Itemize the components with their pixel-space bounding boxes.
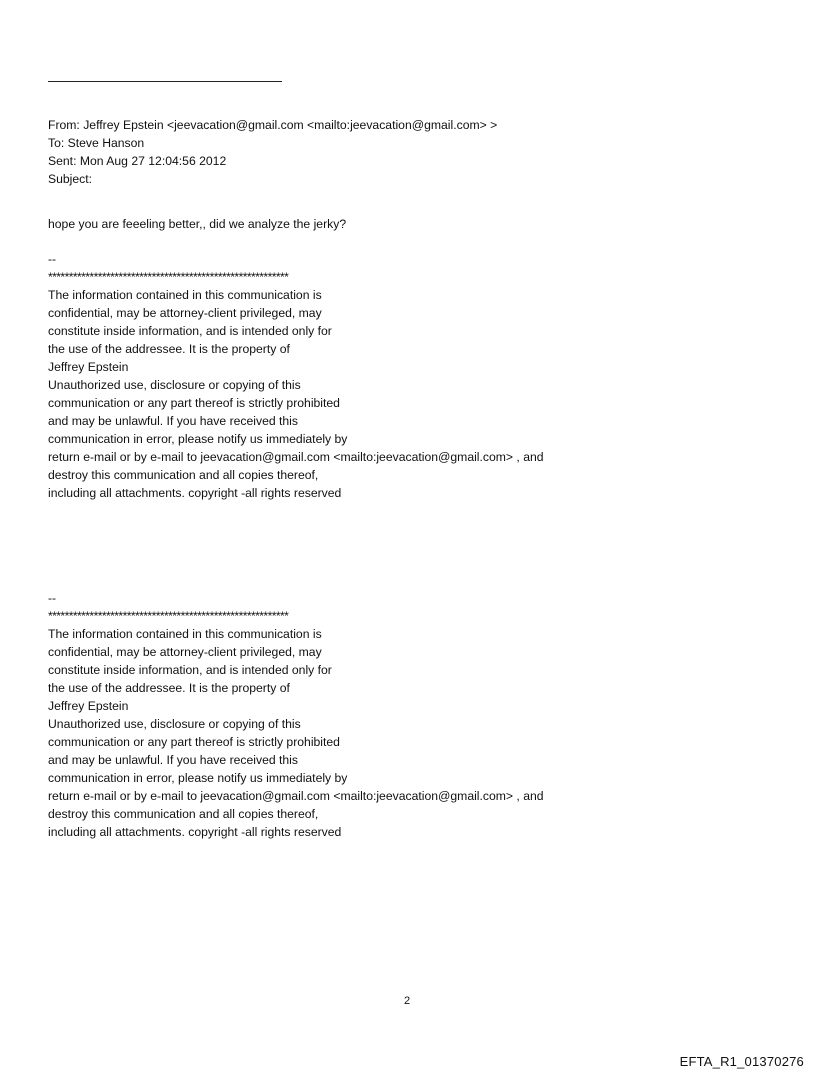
sig-line: confidential, may be attorney-client privileged, may [48,306,322,320]
signature-block-2 [48,589,544,841]
sig-line: Jeffrey Epstein [48,360,129,374]
sig-line: communication in error, please notify us immediately by [48,432,348,446]
from-line: From: Jeffrey Epstein <jeevacation@gmail.com <mailto:jeevacation@gmail.com> > [48,118,498,132]
sig-line: the use of the addressee. It is the property of [48,681,290,695]
sig-line: and may be unlawful. If you have received this [48,753,298,767]
sig-line: communication or any part thereof is strictly prohibited [48,735,340,749]
sig-line: including all attachments. copyright -all rights reserved [48,825,342,839]
sig-line: communication or any part thereof is strictly prohibited [48,396,340,410]
sig-line: and may be unlawful. If you have received this [48,414,298,428]
sent-line: Sent: Mon Aug 27 12:04:56 2012 [48,154,227,168]
sig-line: destroy this communication and all copies thereof, [48,807,319,821]
sig-line: destroy this communication and all copies thereof, [48,468,319,482]
page-number: 2 [404,995,411,1007]
sig-stars: ********************************************************** [48,270,289,284]
sig-line: return e-mail or by e-mail to jeevacation@gmail.com <mailto:jeevacation@gmail.com> , and [48,450,544,464]
sig-line: the use of the addressee. It is the property of [48,342,290,356]
sig-line: return e-mail or by e-mail to jeevacation@gmail.com <mailto:jeevacation@gmail.com> , and [48,789,544,803]
email-body: hope you are feeeling better,, did we analyze the jerky? [48,217,347,231]
sig-line: The information contained in this communication is [48,288,322,302]
email-header [48,116,497,188]
separator-rule [48,81,282,82]
sig-line: constitute inside information, and is intended only for [48,663,332,677]
to-line: To: Steve Hanson [48,136,145,150]
sig-line: Jeffrey Epstein [48,699,129,713]
sig-dash: -- [48,252,57,266]
sig-line: The information contained in this communication is [48,627,322,641]
sig-line: including all attachments. copyright -all rights reserved [48,486,342,500]
sig-dash: -- [48,591,57,605]
sig-line: communication in error, please notify us immediately by [48,771,348,785]
bates-number: EFTA_R1_01370276 [679,1054,804,1069]
sig-line: Unauthorized use, disclosure or copying of this [48,717,301,731]
sig-stars: ********************************************************** [48,609,289,623]
subject-line: Subject: [48,172,93,186]
sig-line: Unauthorized use, disclosure or copying of this [48,378,301,392]
sig-line: constitute inside information, and is intended only for [48,324,332,338]
signature-block-1 [48,250,544,502]
sig-line: confidential, may be attorney-client privileged, may [48,645,322,659]
